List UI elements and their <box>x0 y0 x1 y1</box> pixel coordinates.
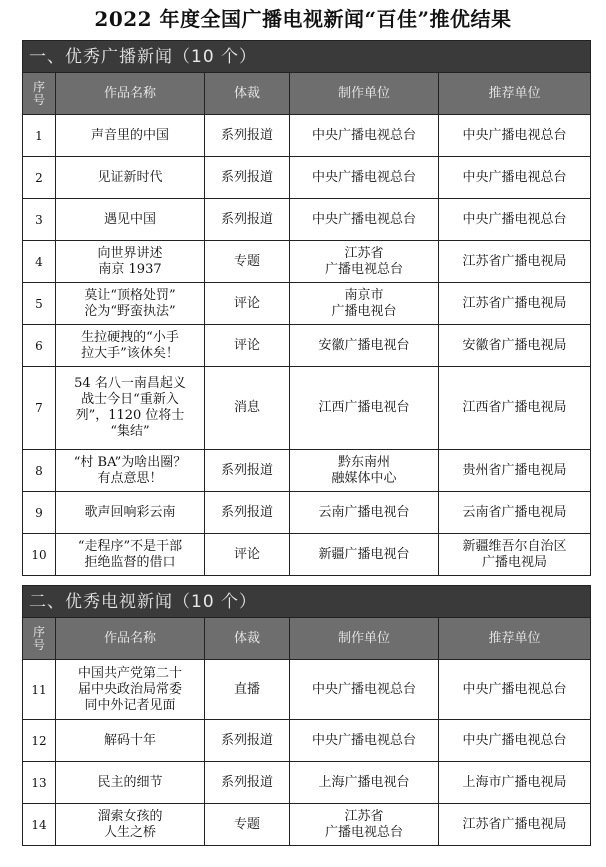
producer: 中央广播电视总台 <box>290 199 439 241</box>
recommender: 云南省广播电视局 <box>439 492 591 534</box>
work-name: 生拉硬拽的“小手 拉大手”该休矣！ <box>56 325 205 367</box>
row-number: 12 <box>23 720 56 762</box>
row-number: 8 <box>23 450 56 492</box>
genre: 系列报道 <box>205 720 290 762</box>
recommender: 上海市广播电视局 <box>439 762 591 804</box>
section-heading: 二、优秀电视新闻（10 个） <box>23 586 591 618</box>
header-genre: 体裁 <box>205 73 290 115</box>
genre: 系列报道 <box>205 450 290 492</box>
genre: 评论 <box>205 534 290 576</box>
table-row <box>23 804 591 846</box>
work-name: 见证新时代 <box>56 157 205 199</box>
recommender: 贵州省广播电视局 <box>439 450 591 492</box>
producer: 中央广播电视总台 <box>290 660 439 720</box>
work-name: 向世界讲述 南京 1937 <box>56 241 205 283</box>
row-number: 13 <box>23 762 56 804</box>
genre: 直播 <box>205 660 290 720</box>
header-no: 序 号 <box>23 618 56 660</box>
genre: 消息 <box>205 367 290 450</box>
table-row <box>23 199 591 241</box>
section-heading: 一、优秀广播新闻（10 个） <box>23 41 591 73</box>
table-row <box>23 325 591 367</box>
row-number: 7 <box>23 367 56 450</box>
row-number: 14 <box>23 804 56 846</box>
table-row <box>23 115 591 157</box>
header-name: 作品名称 <box>56 618 205 660</box>
header-no: 序 号 <box>23 73 56 115</box>
work-name: 54 名八一南昌起义 战士今日“重新入 列”，1120 位将士 “集结” <box>56 367 205 450</box>
recommender: 中央广播电视总台 <box>439 720 591 762</box>
genre: 评论 <box>205 283 290 325</box>
table-row <box>23 367 591 450</box>
producer: 安徽广播电视台 <box>290 325 439 367</box>
tv-news-table <box>22 585 591 846</box>
header-name: 作品名称 <box>56 73 205 115</box>
producer: 江西广播电视台 <box>290 367 439 450</box>
row-number: 1 <box>23 115 56 157</box>
genre: 系列报道 <box>205 492 290 534</box>
producer: 中央广播电视总台 <box>290 157 439 199</box>
genre: 专题 <box>205 804 290 846</box>
work-name: 中国共产党第二十 届中央政治局常委 同中外记者见面 <box>56 660 205 720</box>
producer: 云南广播电视台 <box>290 492 439 534</box>
table-row <box>23 241 591 283</box>
producer: 江苏省 广播电视总台 <box>290 804 439 846</box>
genre: 系列报道 <box>205 115 290 157</box>
producer: 黔东南州 融媒体中心 <box>290 450 439 492</box>
recommender: 中央广播电视总台 <box>439 115 591 157</box>
producer: 上海广播电视台 <box>290 762 439 804</box>
row-number: 4 <box>23 241 56 283</box>
producer: 中央广播电视总台 <box>290 115 439 157</box>
recommender: 安徽省广播电视局 <box>439 325 591 367</box>
producer: 南京市 广播电视台 <box>290 283 439 325</box>
work-name: “村 BA”为啥出圈？ 有点意思！ <box>56 450 205 492</box>
genre: 评论 <box>205 325 290 367</box>
header-producer: 制作单位 <box>290 73 439 115</box>
work-name: 歌声回响彩云南 <box>56 492 205 534</box>
recommender: 江苏省广播电视局 <box>439 804 591 846</box>
work-name: 溜索女孩的 人生之桥 <box>56 804 205 846</box>
table-row <box>23 762 591 804</box>
work-name: “走程序”不是干部 拒绝监督的借口 <box>56 534 205 576</box>
recommender: 新疆维吾尔自治区 广播电视局 <box>439 534 591 576</box>
genre: 系列报道 <box>205 199 290 241</box>
work-name: 遇见中国 <box>56 199 205 241</box>
row-number: 2 <box>23 157 56 199</box>
recommender: 中央广播电视总台 <box>439 660 591 720</box>
producer: 江苏省 广播电视总台 <box>290 241 439 283</box>
recommender: 江苏省广播电视局 <box>439 283 591 325</box>
header-recommender: 推荐单位 <box>439 73 591 115</box>
genre: 专题 <box>205 241 290 283</box>
row-number: 3 <box>23 199 56 241</box>
broadcast-news-table <box>22 40 591 576</box>
row-number: 5 <box>23 283 56 325</box>
work-name: 莫让“顶格处罚” 沦为“野蛮执法” <box>56 283 205 325</box>
work-name: 解码十年 <box>56 720 205 762</box>
row-number: 11 <box>23 660 56 720</box>
page-title: 2022 年度全国广播电视新闻“百佳”推优结果 <box>94 7 512 31</box>
recommender: 中央广播电视总台 <box>439 199 591 241</box>
table-row <box>23 534 591 576</box>
recommender: 江苏省广播电视局 <box>439 241 591 283</box>
table-row <box>23 660 591 720</box>
header-genre: 体裁 <box>205 618 290 660</box>
table-row <box>23 157 591 199</box>
genre: 系列报道 <box>205 157 290 199</box>
genre: 系列报道 <box>205 762 290 804</box>
table-row <box>23 450 591 492</box>
header-producer: 制作单位 <box>290 618 439 660</box>
table-row <box>23 492 591 534</box>
recommender: 江西省广播电视局 <box>439 367 591 450</box>
row-number: 10 <box>23 534 56 576</box>
header-recommender: 推荐单位 <box>439 618 591 660</box>
row-number: 9 <box>23 492 56 534</box>
table-row <box>23 720 591 762</box>
row-number: 6 <box>23 325 56 367</box>
table-row <box>23 283 591 325</box>
work-name: 民主的细节 <box>56 762 205 804</box>
producer: 新疆广播电视台 <box>290 534 439 576</box>
recommender: 中央广播电视总台 <box>439 157 591 199</box>
producer: 中央广播电视总台 <box>290 720 439 762</box>
work-name: 声音里的中国 <box>56 115 205 157</box>
